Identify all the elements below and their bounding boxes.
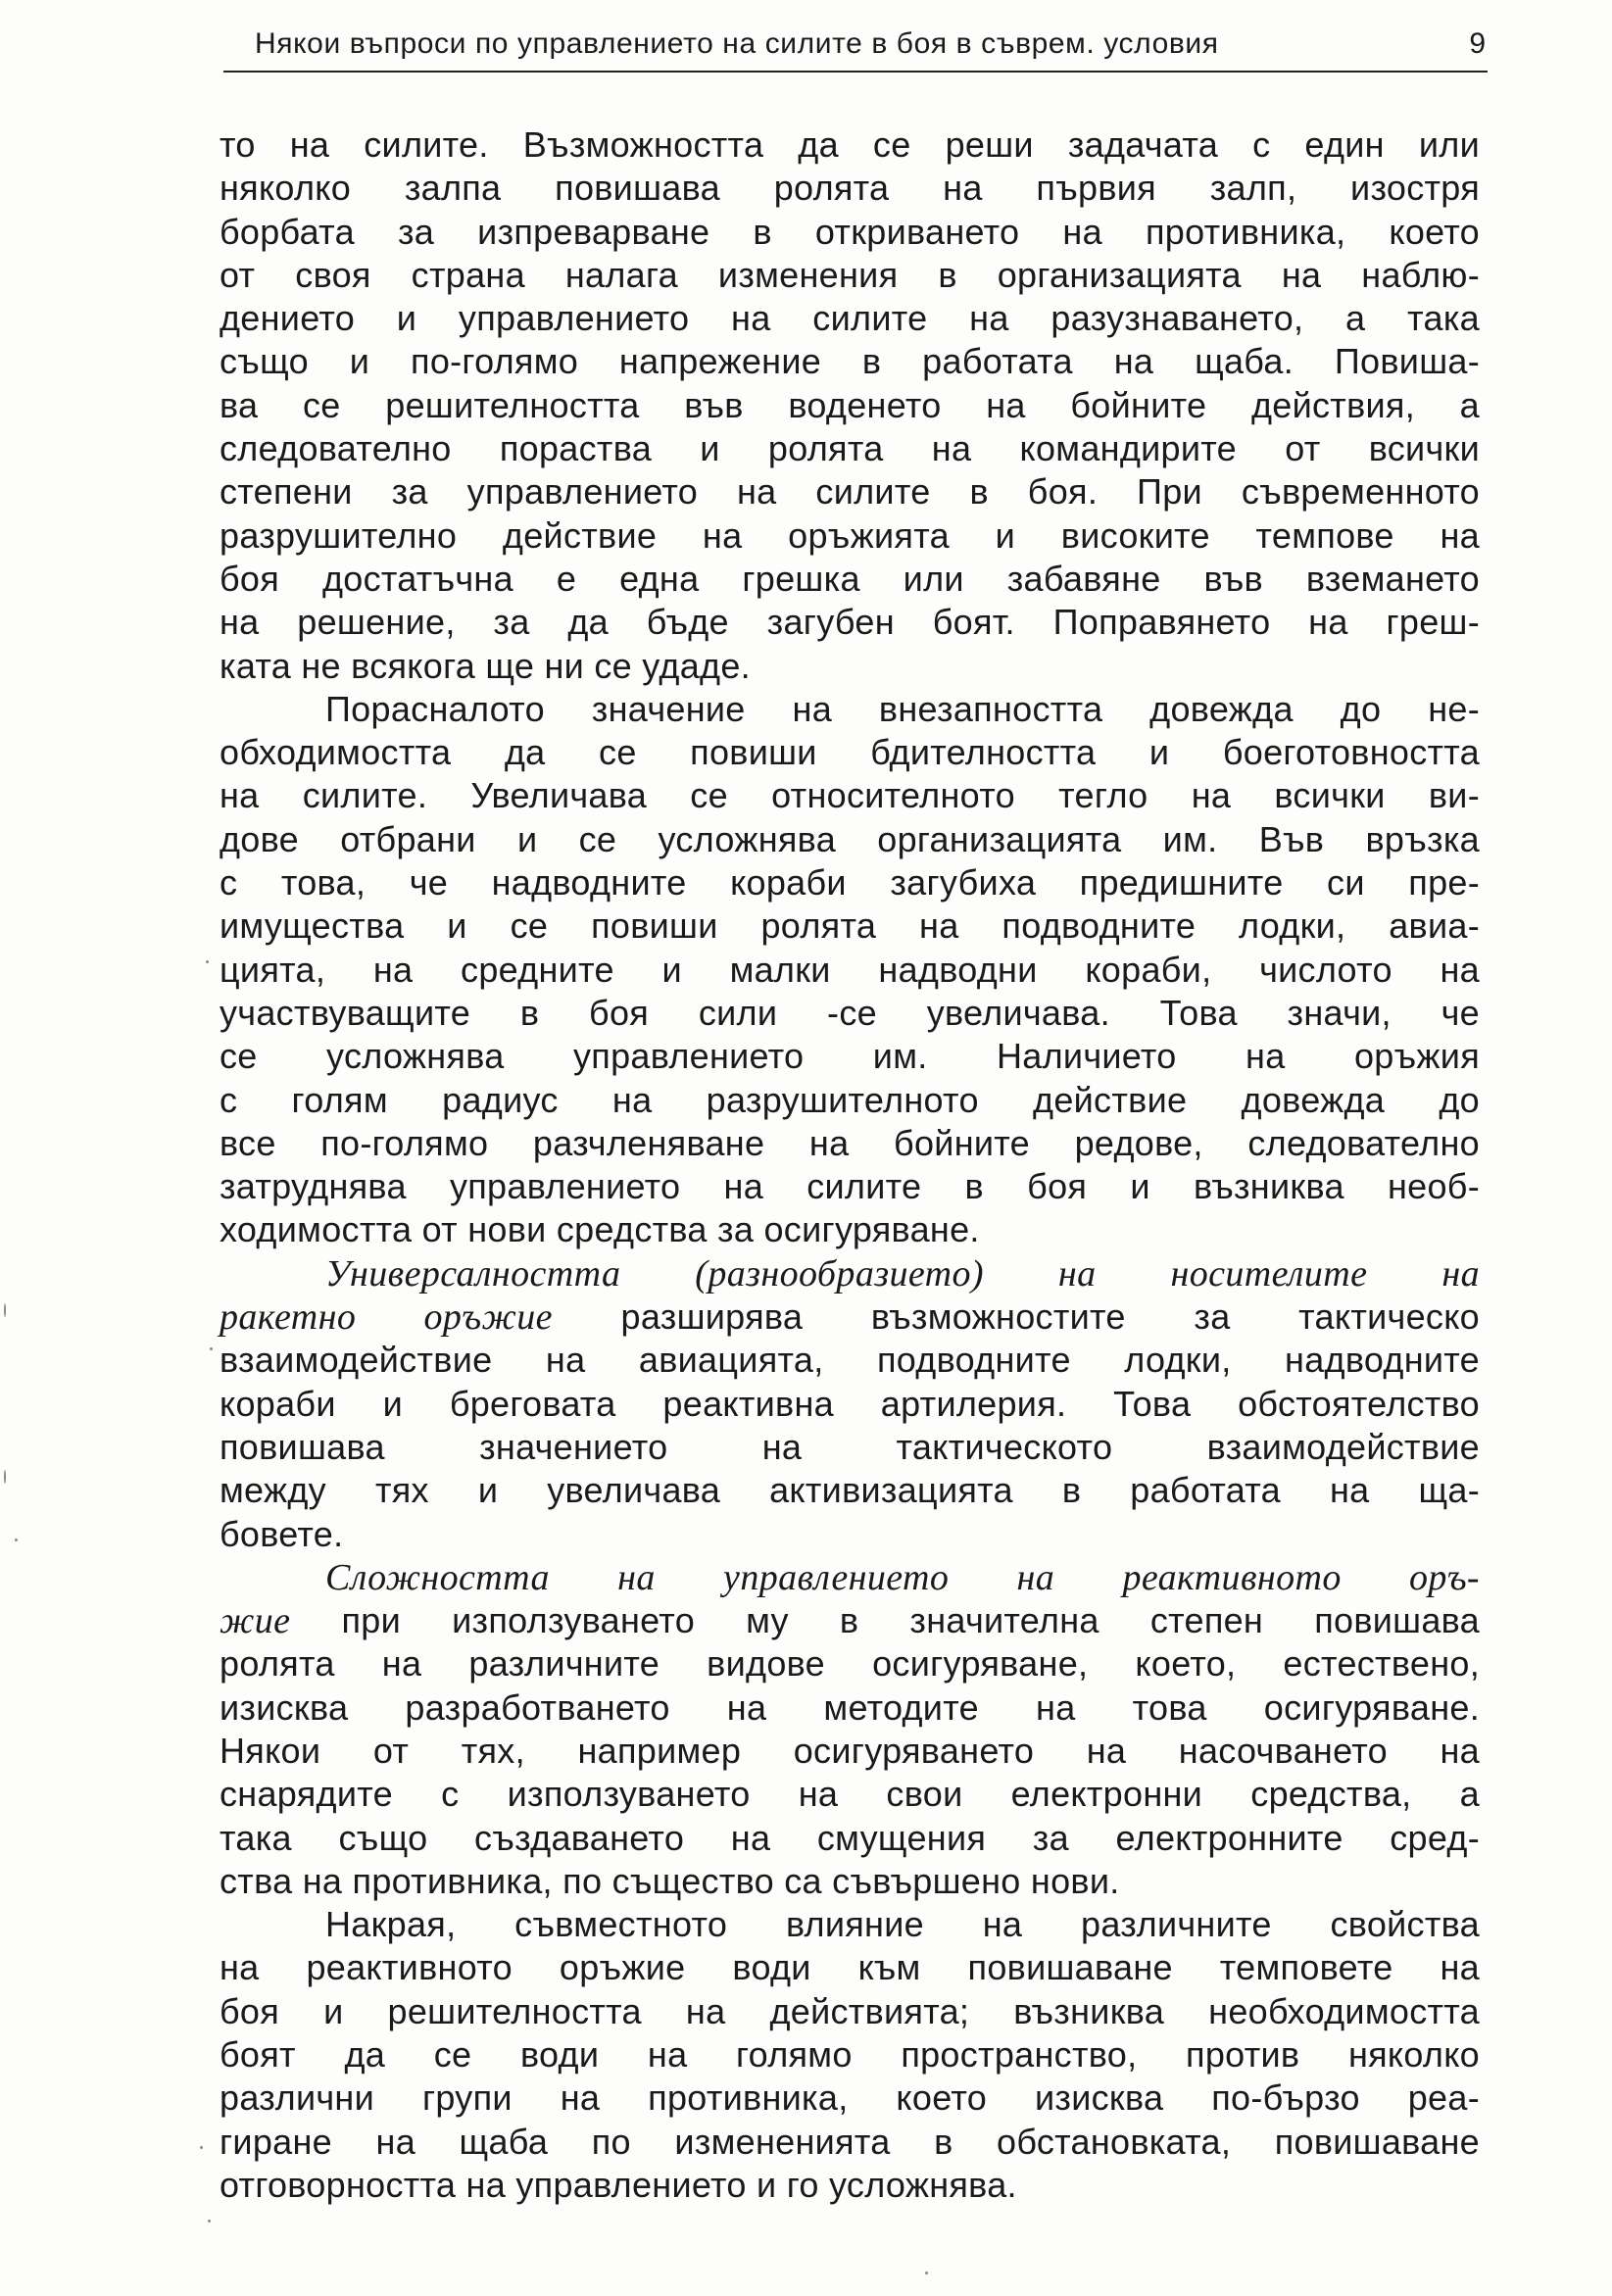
text-line: цията, на средните и малки надводни кораби, числото на (220, 949, 1480, 990)
text-line: борбата за изпреварване в откриването на противника, което (220, 211, 1480, 252)
text-line: Някои от тях, например осигуряването на насочването на (220, 1730, 1480, 1771)
text-line: между тях и увеличава активизацията в работата на ща- (220, 1470, 1480, 1511)
italic-phrase: жие (220, 1600, 291, 1642)
text-line: с голям радиус на разрушителното действие довежда до (220, 1079, 1480, 1120)
text-line: изисква разработването на методите на това осигуряване. (220, 1686, 1480, 1728)
text-line (220, 1556, 1480, 1599)
text-line: степени за управлението на силите в боя. При съвременното (220, 471, 1480, 513)
text-line: ства на противника, по същество са съвършено нови. (220, 1860, 1120, 1901)
text-line: на силите. Увеличава се относителното тегло на всички ви- (220, 775, 1480, 816)
italic-phrase: Универсалността (разнообразието) на носителите на (325, 1252, 1480, 1295)
text-line (220, 1252, 1480, 1295)
text-line: следователно пораства и ролята на командирите от всички (220, 428, 1480, 469)
page-number: 9 (1469, 27, 1486, 60)
text-line: боя достатъчна е една грешка или забавяне във вземането (220, 558, 1480, 599)
text-line: обходимостта да се повиши бдителността и боеготовността (220, 732, 1480, 773)
running-header (223, 22, 1488, 73)
text-line: дението и управлението на силите на разузнаването, а така (220, 298, 1480, 339)
text-line: жие при използуването му в значителна степен повишава (220, 1600, 1480, 1642)
text-line: затруднява управлението на силите в боя и възниква необ- (220, 1166, 1480, 1207)
italic-phrase: Сложността на управлението на реактивното оръ- (325, 1556, 1480, 1598)
text-line: имущества и се повиши ролята на подводните лодки, авиа- (220, 905, 1480, 947)
text-line: дове отбрани и се усложнява организацията им. Във връзка (220, 818, 1480, 859)
text-line: ходимостта от нови средства за осигуряване. (220, 1209, 980, 1250)
text-line: ракетно оръжие разширява възможностите за тактическо (220, 1296, 1480, 1339)
text-line: повишава значението на тактическото взаимодействие (220, 1426, 1480, 1467)
text-line: снарядите с използуването на свои електронни средства, а (220, 1774, 1480, 1815)
text-line: също и по-голямо напрежение в работата на щаба. Повиша- (220, 341, 1480, 382)
text-line: ва се решителността във воденето на бойните действия, а (220, 384, 1480, 425)
body-text (220, 123, 1480, 2207)
text-line: с това, че надводните кораби загубиха предишните си пре- (220, 862, 1480, 904)
text-line: то на силите. Възможността да се реши задачата с един или (220, 124, 1480, 165)
text-line: на реактивното оръжие води към повишаване темповете на (220, 1947, 1480, 1988)
text-line: все по-голямо разчленяване на бойните редове, следователно (220, 1122, 1480, 1163)
text-line: бовете. (220, 1513, 344, 1554)
text-line: разрушително действие на оръжията и високите темпове на (220, 514, 1480, 556)
italic-phrase: ракетно оръжие (220, 1296, 553, 1339)
text-line: Порасналото значение на внезапността довежда до не- (325, 688, 1480, 729)
text-line: се усложнява управлението им. Наличието на оръжия (220, 1036, 1480, 1077)
text-line: кораби и бреговата реактивна артилерия. Това обстоятелство (220, 1383, 1480, 1424)
text-line: на решение, за да бъде загубен боят. Поправянето на греш- (220, 602, 1480, 643)
text-line: гиране на щаба по измененията в обстановката, повишаване (220, 2121, 1480, 2162)
running-header-title: Някои въпроси по управлението на силите в боя в съврем. условия (255, 27, 1219, 60)
text-line: различни групи на противника, което изисква по-бързо реа- (220, 2077, 1480, 2119)
text-line: така също създаването на смущения за електронните сред- (220, 1817, 1480, 1858)
text-line: ката не всякога ще ни се удаде. (220, 645, 751, 686)
text-line: ролята на различните видове осигуряване, което, естествено, (220, 1643, 1480, 1685)
text-line: участвуващите в боя сили -се увеличава. Това значи, че (220, 992, 1480, 1033)
text-line: боя и решителността на действията; възниква необходимостта (220, 1990, 1480, 2031)
text-line: боят да се води на голямо пространство, против няколко (220, 2034, 1480, 2076)
text-line: взаимодействие на авиацията, подводните лодки, надводните (220, 1340, 1480, 1381)
text-line: Накрая, съвместното влияние на различните свойства (325, 1904, 1480, 1945)
text-line: няколко залпа повишава ролята на първия залп, изостря (220, 168, 1480, 209)
text-line: от своя страна налага изменения в организацията на наблю- (220, 254, 1480, 295)
text-line: отговорността на управлението и го усложнява. (220, 2164, 1017, 2205)
